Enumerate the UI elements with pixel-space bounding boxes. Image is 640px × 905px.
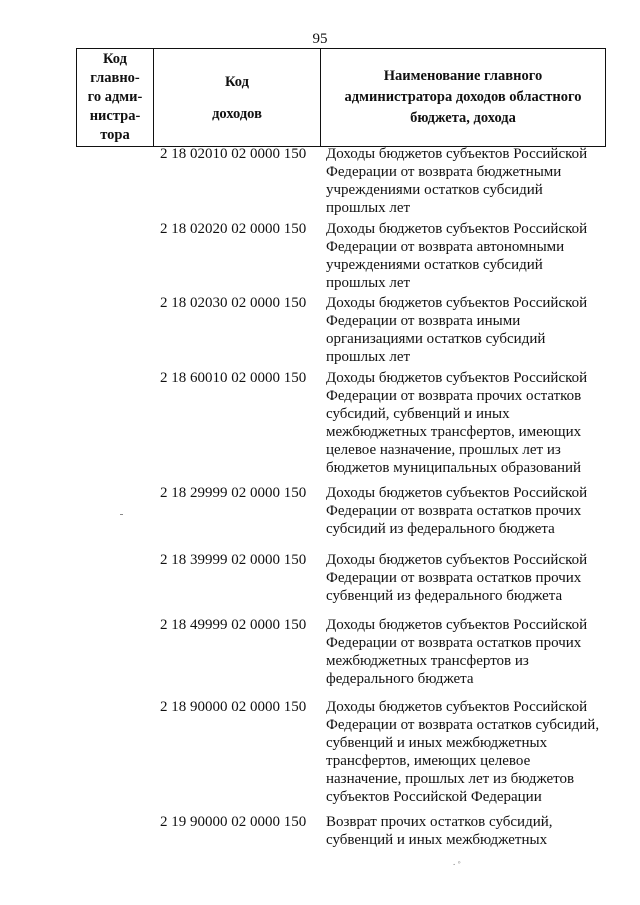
income-description: Доходы бюджетов субъектов Российской Федерации от возврата прочих остатков субсидий, субвенций и иных межбюджетных трансфертов, имеющих целевое назначение, прошлых лет из бюджетов муниципальных образований [326, 370, 588, 476]
income-description: Возврат прочих остатков субсидий, субвенций и иных межбюджетных [326, 814, 553, 848]
income-code: 2 18 02030 02 0000 150 [160, 295, 307, 311]
income-code: 2 18 29999 02 0000 150 [160, 485, 307, 501]
income-description: Доходы бюджетов субъектов Российской Федерации от возврата остатков прочих межбюджетных трансфертов из федерального бюджета [326, 617, 588, 687]
income-description: Доходы бюджетов субъектов Российской Федерации от возврата остатков прочих субвенций из федерального бюджета [326, 552, 588, 604]
income-code: 2 18 90000 02 0000 150 [160, 699, 307, 715]
income-code: 2 18 02020 02 0000 150 [160, 221, 307, 237]
income-code: 2 18 39999 02 0000 150 [160, 552, 307, 568]
income-code: 2 18 60010 02 0000 150 [160, 370, 307, 386]
income-code: 2 19 90000 02 0000 150 [160, 814, 307, 830]
header-admin-code: Код главно- го адми- нистра- тора [77, 49, 154, 146]
income-description: Доходы бюджетов субъектов Российской Федерации от возврата остатков субсидий, субвенций и иных межбюджетных трансфертов, имеющих целевое назначение, прошлых лет из бюджетов субъектов Российской Федерации [326, 699, 600, 805]
income-code: 2 18 49999 02 0000 150 [160, 617, 307, 633]
header-name: Наименование главного администратора доходов областного бюджета, дохода [344, 68, 582, 126]
header-income-code: Код доходов [154, 49, 321, 146]
scan-mark: . ◦ [453, 857, 461, 867]
income-description: Доходы бюджетов субъектов Российской Федерации от возврата бюджетными учреждениями остатков субсидий прошлых лет [326, 146, 588, 216]
income-description: Доходы бюджетов субъектов Российской Федерации от возврата остатков прочих субсидий из федерального бюджета [326, 485, 588, 537]
scan-speck [120, 514, 123, 515]
page-number: 95 [312, 31, 328, 47]
income-description: Доходы бюджетов субъектов Российской Федерации от возврата автономными учреждениями остатков субсидий прошлых лет [326, 221, 588, 291]
income-code: 2 18 02010 02 0000 150 [160, 146, 307, 162]
income-description: Доходы бюджетов субъектов Российской Федерации от возврата иными организациями остатков субсидий прошлых лет [326, 295, 588, 365]
